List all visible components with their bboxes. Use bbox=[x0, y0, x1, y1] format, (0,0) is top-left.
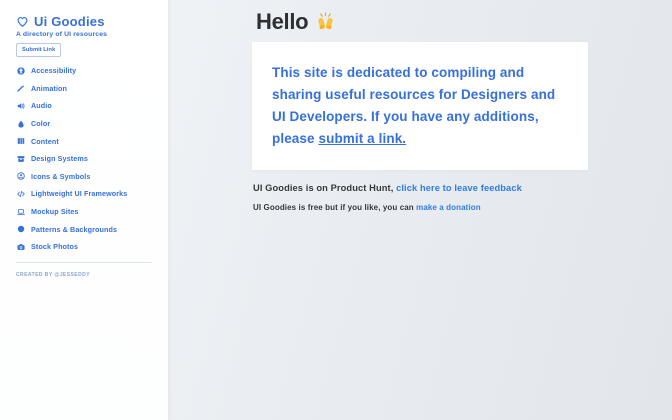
site-tagline: A directory of UI resources bbox=[16, 31, 108, 38]
audio-speaker-icon bbox=[17, 102, 25, 110]
sidebar-item-stock-photos[interactable] bbox=[0, 238, 168, 256]
sidebar-item-icons-symbols[interactable] bbox=[0, 168, 168, 186]
sidebar-item-label: Animation bbox=[31, 83, 68, 93]
sidebar-item-accessibility[interactable] bbox=[0, 62, 168, 80]
leave-feedback-link[interactable]: click here to leave feedback bbox=[396, 183, 522, 193]
user-circle-icon bbox=[17, 172, 25, 180]
greeting-text: Hello bbox=[256, 9, 309, 34]
sidebar-item-design-systems[interactable] bbox=[0, 150, 168, 168]
sidebar-item-label: Color bbox=[31, 119, 51, 129]
product-hunt-text: UI Goodies is on Product Hunt, bbox=[253, 183, 397, 193]
site-title[interactable]: Ui Goodies bbox=[34, 14, 105, 29]
sidebar-item-color[interactable] bbox=[0, 115, 168, 133]
make-a-donation-link[interactable]: make a donation bbox=[416, 203, 481, 212]
design-systems-archive-icon bbox=[17, 155, 25, 163]
sidebar-item-mockup-sites[interactable] bbox=[0, 203, 168, 221]
submit-a-link-link[interactable]: submit a link. bbox=[318, 131, 407, 146]
sidebar bbox=[0, 0, 168, 420]
sidebar-item-patterns-backgrounds[interactable] bbox=[0, 220, 168, 238]
intro-paragraph bbox=[272, 62, 568, 150]
submit-link-button[interactable]: Submit Link bbox=[16, 43, 61, 57]
logo[interactable] bbox=[16, 14, 168, 29]
sidebar-divider bbox=[16, 262, 152, 263]
product-hunt-line bbox=[253, 183, 522, 193]
sidebar-item-label: Audio bbox=[31, 101, 52, 111]
accessibility-icon bbox=[17, 67, 25, 75]
sidebar-item-label: Accessibility bbox=[31, 66, 77, 76]
animation-wand-icon bbox=[17, 84, 25, 92]
sidebar-item-animation[interactable] bbox=[0, 80, 168, 98]
sidebar-item-label: Lightweight UI Frameworks bbox=[31, 189, 128, 199]
sidebar-nav bbox=[0, 62, 168, 256]
intro-text: This site is dedicated to compiling and sharing useful resources for Designers and UI Developers. If you have any additions, please bbox=[272, 65, 556, 146]
sidebar-item-label: Design Systems bbox=[31, 154, 88, 164]
donation-line bbox=[253, 203, 481, 212]
sidebar-item-content[interactable] bbox=[0, 132, 168, 150]
main-content bbox=[168, 0, 672, 420]
code-brackets-icon bbox=[17, 190, 25, 198]
sidebar-item-lightweight-ui-frameworks[interactable] bbox=[0, 185, 168, 203]
donation-text: UI Goodies is free but if you like, you can bbox=[253, 203, 417, 212]
page-title bbox=[256, 9, 337, 35]
created-by-link[interactable]: CREATED BY @JESSEDDY bbox=[16, 272, 90, 278]
camera-icon bbox=[17, 243, 25, 251]
sidebar-item-label: Content bbox=[31, 136, 59, 146]
heart-icon bbox=[16, 16, 29, 28]
sidebar-item-audio[interactable] bbox=[0, 97, 168, 115]
sidebar-item-label: Stock Photos bbox=[31, 242, 79, 252]
patterns-circle-icon bbox=[17, 225, 25, 233]
color-droplet-icon bbox=[17, 120, 25, 128]
sidebar-item-label: Mockup Sites bbox=[31, 207, 79, 217]
raising-hands-emoji bbox=[314, 12, 337, 32]
laptop-icon bbox=[17, 208, 25, 216]
sidebar-item-label: Icons & Symbols bbox=[31, 171, 91, 181]
content-columns-icon bbox=[17, 137, 25, 145]
sidebar-item-label: Patterns & Backgrounds bbox=[31, 224, 118, 234]
intro-card bbox=[252, 42, 588, 170]
